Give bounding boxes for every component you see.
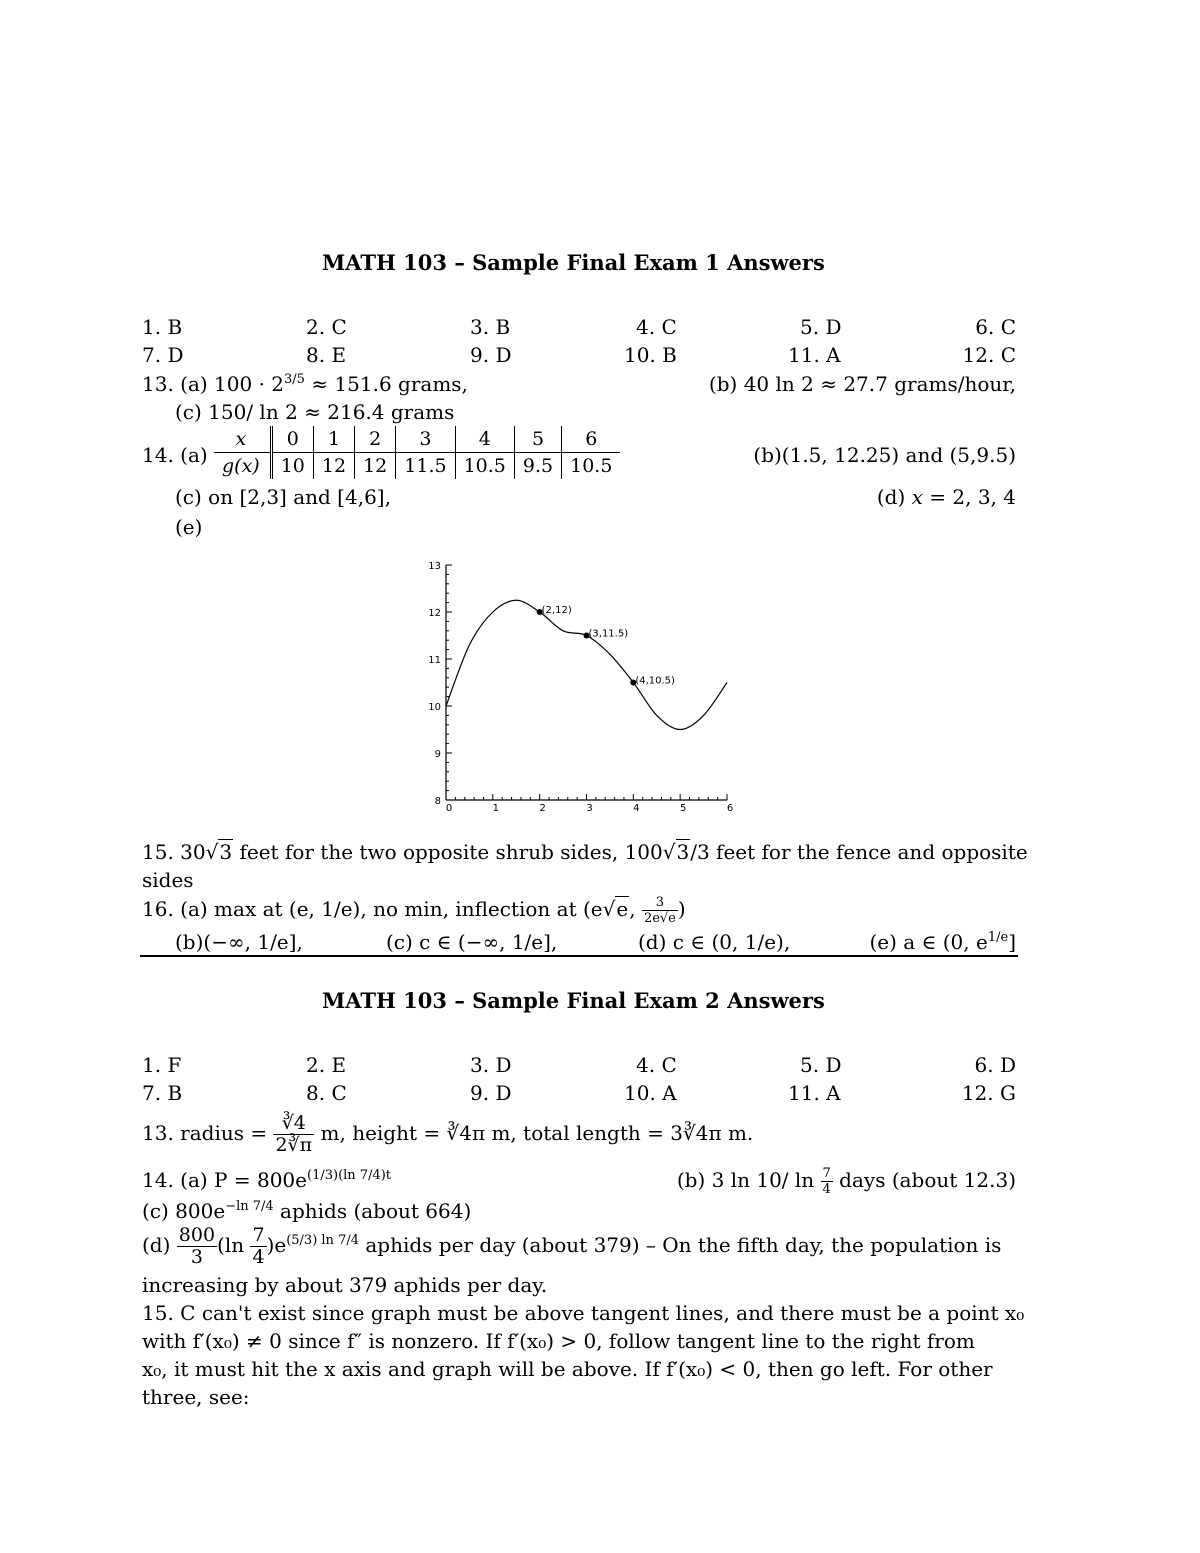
exam1-q14-c: (c) on [2,3] and [4,6], [175,485,391,509]
answer-item: 6. D [974,1053,1016,1077]
g-table-x-cell: 5 [514,426,561,453]
exam1-q16-c: (c) c ∈ (−∞, 1/e], [386,930,558,954]
g-table-gx-cell: 12 [355,453,396,480]
exam1-q16-d: (d) c ∈ (0, 1/e), [638,930,791,954]
g-table-x-cell: 2 [355,426,396,453]
point-label: (3,11.5) [588,628,629,640]
x-tick-label: 2 [539,803,546,814]
x-tick-label: 3 [586,803,593,814]
y-tick-label: 10 [428,702,441,713]
exam2-q13: 13. radius = $\frac{∛4}{2∛\pi}$ m, height = ∛4π m, total length = 3∛4π m. [142,1112,754,1156]
answer-item: 9. D [470,1081,512,1105]
answer-item: 10. A [624,1081,677,1105]
exam2-q14-d-line2: increasing by about 379 aphids per day. [142,1273,548,1297]
y-tick-label: 12 [428,608,441,619]
exam2-q15-line2: with f′(x₀) ≠ 0 since f″ is nonzero. If f′(x₀) > 0, follow tangent line to the right from [142,1329,975,1353]
answer-item: 5. D [800,1053,842,1077]
exam1-q15-line2: sides [142,868,194,892]
exam1-q16-e: (e) a ∈ (0, $e^{1/e}$] [869,930,1016,954]
g-table-x-cell: 6 [562,426,621,453]
exam1-q16-b: (b)(−∞, 1/e], [175,930,303,954]
g-table [214,426,620,479]
g-table-wrap [214,426,620,479]
exam2-q15-line3: x₀, it must hit the x axis and graph will be above. If f′(x₀) < 0, then go left. For other [142,1357,993,1381]
answer-item: 11. A [788,1081,841,1105]
answer-item: 3. B [470,315,511,339]
exam2-title: MATH 103 – Sample Final Exam 2 Answers [322,988,825,1013]
g-table-gx-cell: 10 [271,453,313,480]
exam1-q14-label: 14. (a) [142,443,208,467]
g-graph-chart [420,555,750,820]
exam1-q14-e: (e) [175,515,203,539]
exam2-q14-b: (b) 3 ln 10/ ln $\frac{7}{4}$ days (about 12.3) [676,1166,1016,1197]
g-table-x-cell: 1 [313,426,354,453]
answer-item: 5. D [800,315,842,339]
g-table-row1-label: x [214,426,271,453]
answer-item: 6. C [975,315,1016,339]
answer-item: 10. B [624,343,677,367]
g-table-gx-cell: 9.5 [514,453,561,480]
answer-item: 11. A [788,343,841,367]
answer-item: 12. G [961,1081,1016,1105]
answer-item: 3. D [470,1053,512,1077]
answer-item: 4. C [636,1053,677,1077]
exam2-q14-d: (d) $\frac{800}{3}$ (ln $\frac{7}{4}$ )$e^{(5/3) ln 7/4}$ aphids per day (about 379) – On the fifth day, the population is [142,1224,1002,1268]
answer-item: 8. E [306,343,347,367]
exam1-q13-c: (c) 150/ ln 2 ≈ 216.4 grams [175,400,455,424]
point-label: (4,10.5) [635,675,675,687]
answer-item: 2. C [306,315,347,339]
answer-item: 7. D [142,343,184,367]
exam1-title: MATH 103 – Sample Final Exam 1 Answers [322,250,825,275]
g-table-row2-label: g(x) [214,453,271,480]
x-tick-label: 0 [445,803,453,814]
exam2-q14-a: 14. (a) $P = 800e^{(1/3)(ln 7/4)t}$ [142,1168,392,1192]
exam1-q15-line1: 15. 30√3 feet for the two opposite shrub sides, 100√3/3 feet for the fence and opposite [142,840,1028,864]
g-table-gx-cell: 10.5 [570,455,613,477]
exam1-q16-a: 16. (a) max at (e, 1/e), no min, inflection at (e√e, $\frac{3}{2e√e}$ ) [142,895,686,926]
x-tick-label: 5 [679,803,687,814]
x-tick-label: 6 [726,803,734,814]
exam1-q14-d: (d) x = 2, 3, 4 [876,485,1016,509]
answer-item: 2. E [306,1053,347,1077]
answer-item: 4. C [636,315,677,339]
exam1-q13-b: (b) 40 ln 2 ≈ 27.7 grams/hour, [708,372,1016,396]
g-table-x-cell: 0 [271,426,313,453]
exam2-q15-line4: three, see: [142,1385,250,1409]
answer-item: 1. B [142,315,183,339]
exam2-q15-line1: 15. C can't exist since graph must be above tangent lines, and there must be a point x₀ [142,1301,1025,1325]
answer-item: 9. D [470,343,512,367]
y-tick-label: 9 [434,749,441,760]
answer-item: 1. F [142,1053,182,1077]
x-tick-label: 4 [633,803,640,814]
x-tick-label: 1 [492,803,500,814]
y-tick-label: 11 [428,655,441,666]
y-tick-label: 13 [428,561,441,572]
section-divider [140,955,1018,957]
answer-item: 12. C [962,343,1016,367]
g-table-x-cell: 4 [455,426,514,453]
g-table-x-cell: 3 [396,426,455,453]
exam2-q14-c: (c) $800e^{-ln 7/4}$ aphids (about 664) [142,1199,472,1223]
g-table-gx-cell: 10.5 [455,453,514,480]
exam1-q13-a: 13. (a) $100 \cdot 2^{3/5} \approx 151.6$ grams, [142,372,468,396]
exam1-q14-b: (b)(1.5, 12.25) and (5,9.5) [753,443,1016,467]
g-table-gx-cell: 12 [313,453,354,480]
answer-item: 8. C [306,1081,347,1105]
answer-item: 7. B [142,1081,183,1105]
y-tick-label: 8 [434,796,441,807]
point-label: (2,12) [541,605,572,616]
g-table-gx-cell: 11.5 [396,453,455,480]
g-curve [446,600,727,729]
